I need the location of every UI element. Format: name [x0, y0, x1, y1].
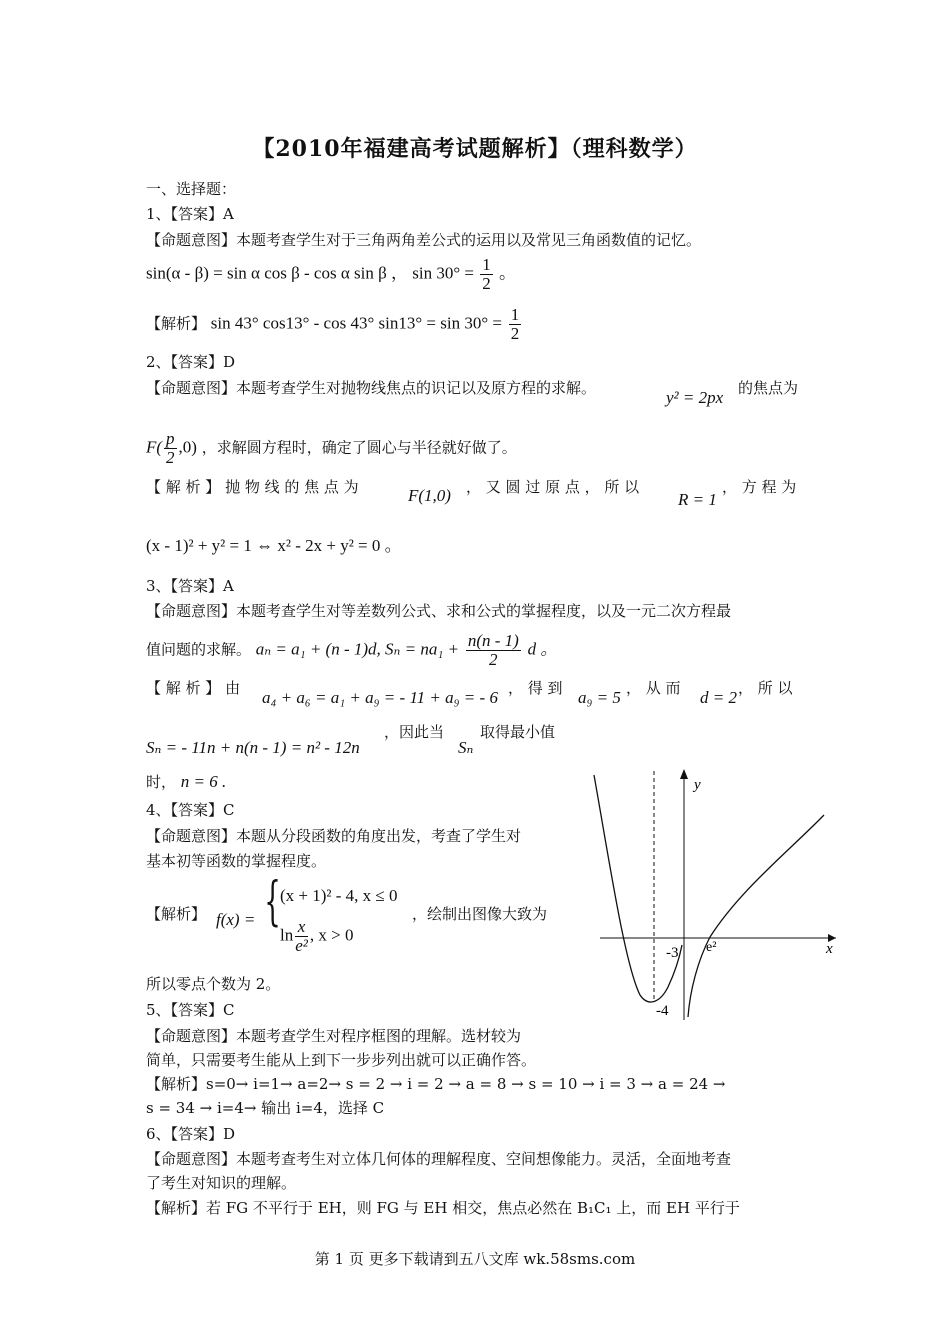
q1-sol-label: 【解析】 [146, 314, 207, 333]
q2-sol-c: ， 方 程 为 [722, 478, 797, 496]
q3-intent2: 值问题的求解。 [146, 640, 252, 659]
q2-sol-eq: (x - 1)² + y² = 1 ⇔ x² - 2x + y² = 0 。 [146, 536, 402, 555]
q6-intent2: 了考生对知识的理解。 [146, 1174, 297, 1192]
page-footer: 第 1 页 更多下载请到五八文库 wk.58sms.com [314, 1250, 636, 1268]
q4-sol-label: 【解析】 [146, 905, 207, 923]
q3-sol-eq2: a₉ = 5 [578, 688, 621, 707]
q3-frac-num: n(n - 1) [467, 631, 519, 650]
q3-sol-eq4: Sₙ = - 11n + n(n - 1) = n² - 12n [146, 738, 360, 757]
q3-sol-g-line [146, 772, 226, 792]
y-axis-arrow [680, 769, 688, 779]
tick-e2: e² [706, 940, 717, 955]
q1-fraction [480, 256, 493, 293]
q6-answer: 6、【答案】D [146, 1125, 236, 1143]
q2-focus-num: p [166, 429, 175, 448]
left-branch-curve [594, 775, 682, 1002]
q4-case1: (x + 1)² - 4, x ≤ 0 [280, 886, 398, 905]
q3-fraction [466, 632, 521, 669]
q3-answer: 3、【答案】A [146, 577, 234, 595]
q3-sol-a: 【 解 析 】 由 [146, 679, 241, 697]
q2-sol-r: R = 1 [678, 490, 717, 509]
q4-conclusion: 所以零点个数为 2。 [146, 975, 281, 993]
q5-sol2: s = 34 → i=4→ 输出 i=4，选择 C [146, 1099, 385, 1117]
q1-intent: 【命题意图】本题考查学生对于三角两角差公式的运用以及常见三角函数值的记忆。 [146, 231, 702, 249]
q4-intent2: 基本初等函数的掌握程度。 [146, 852, 327, 870]
q3-sol-f: 取得最小值 [480, 723, 556, 741]
section-heading: 一、选择题： [146, 180, 237, 198]
q3-sol-n: n = 6 . [180, 772, 227, 791]
q2-focus-den: 2 [166, 448, 175, 467]
q3-formula-line [146, 632, 557, 669]
q3-frac-den: 2 [489, 650, 498, 669]
q1-sol-frac-num: 1 [510, 305, 520, 324]
q3-sol-e: ，因此当 [384, 723, 445, 741]
q3-sol-eq3: d = 2 [700, 688, 737, 707]
q2-focus-fraction [164, 430, 177, 467]
q3-sol-c: ， 从 而 [626, 679, 681, 697]
q2-focus-post: ,0) [178, 437, 197, 457]
y-axis-label: y [694, 777, 701, 793]
q2-parabola-eq: y² = 2px [666, 388, 724, 407]
q2-focus-pre: F( [146, 437, 163, 457]
page-title: 【2010年福建高考试题解析】（理科数学） [252, 136, 698, 162]
q4-case2-post: , x > 0 [309, 925, 354, 945]
q2-sol-b: ， 又 圆 过 原 点 ， 所 以 [466, 478, 640, 496]
q2-focus-line [146, 430, 517, 467]
q4-answer: 4、【答案】C [146, 801, 235, 819]
q4-case2-num: x [295, 918, 308, 937]
q2-intent-tail: 的焦点为 [738, 379, 799, 397]
q5-intent2: 简单，只需要考生能从上到下一步步列出就可以正确作答。 [146, 1051, 537, 1069]
q4-intent: 【命题意图】本题从分段函数的角度出发，考查了学生对 [146, 827, 522, 845]
q3-sol-eq1: a₄ + a₆ = a₁ + a₉ = - 11 + a₉ = - 6 [262, 688, 498, 707]
tick-neg4: -4 [656, 1003, 669, 1019]
q4-case2-fraction [295, 918, 308, 955]
q1-tail: 。 [498, 263, 516, 283]
q4-case2 [280, 918, 353, 955]
q4-case2-den: e² [295, 936, 308, 955]
q1-formula-line [146, 256, 516, 293]
q1-solution-line [146, 306, 523, 343]
function-graph [590, 765, 840, 1025]
q1-solution: sin 43° cos13° - cos 43° sin13° = sin 30° = [210, 313, 502, 333]
q3-sol-g: 时， [146, 773, 177, 791]
q4-case2-pre: ln [280, 925, 294, 945]
q1-frac-num: 1 [482, 255, 491, 274]
q3-sol-d: ， 所 以 [738, 679, 793, 697]
q3-f-tail: d 。 [527, 639, 558, 659]
q3-sol-sn: Sₙ [458, 738, 474, 757]
q1-sol-fraction [509, 306, 522, 343]
q1-formula: sin(α - β) = sin α cos β - cos α sin β ， sin 30° = [146, 263, 474, 283]
q1-answer: 1、【答案】A [146, 205, 234, 223]
right-branch-curve [688, 815, 824, 1017]
q5-sol1: 【解析】s=0→ i=1→ a=2→ s = 2 → i = 2 → a = 8 → s = 10 → i = 3 → a = 24 → [146, 1075, 726, 1093]
q1-sol-frac-den: 2 [510, 324, 520, 343]
q3-formula: aₙ = a₁ + (n - 1)d, Sₙ = na₁ + [255, 639, 460, 659]
q5-answer: 5、【答案】C [146, 1001, 235, 1019]
q2-sol-a: 【 解 析 】 抛 物 线 的 焦 点 为 [146, 478, 359, 496]
q4-fx: f(x) = [216, 910, 256, 929]
tick-neg3: -3 [666, 945, 679, 961]
q2-sol-f: F(1,0) [408, 486, 451, 505]
q4-sol-tail: ，绘制出图像大致为 [412, 905, 548, 923]
q3-sol-b: ， 得 到 [508, 679, 563, 697]
q1-frac-den: 2 [482, 274, 491, 293]
q2-focus-tail: ，求解圆方程时，确定了圆心与半径就好做了。 [201, 438, 517, 457]
q2-answer: 2、【答案】D [146, 353, 236, 371]
q4-brace: { [264, 872, 281, 932]
x-axis-label: x [826, 941, 833, 957]
q2-intent: 【命题意图】本题考查学生对抛物线焦点的识记以及原方程的求解。 [146, 379, 597, 397]
q3-intent: 【命题意图】本题考查学生对等差数列公式、求和公式的掌握程度，以及一元二次方程最 [146, 602, 732, 620]
q6-intent: 【命题意图】本题考查考生对立体几何体的理解程度、空间想像能力。灵活，全面地考查 [146, 1150, 732, 1168]
q5-intent: 【命题意图】本题考查学生对程序框图的理解。选材较为 [146, 1027, 522, 1045]
q6-solution: 【解析】若 FG 不平行于 EH，则 FG 与 EH 相交，焦点必然在 B₁C₁ 上，而 EH 平行于 [146, 1199, 740, 1217]
